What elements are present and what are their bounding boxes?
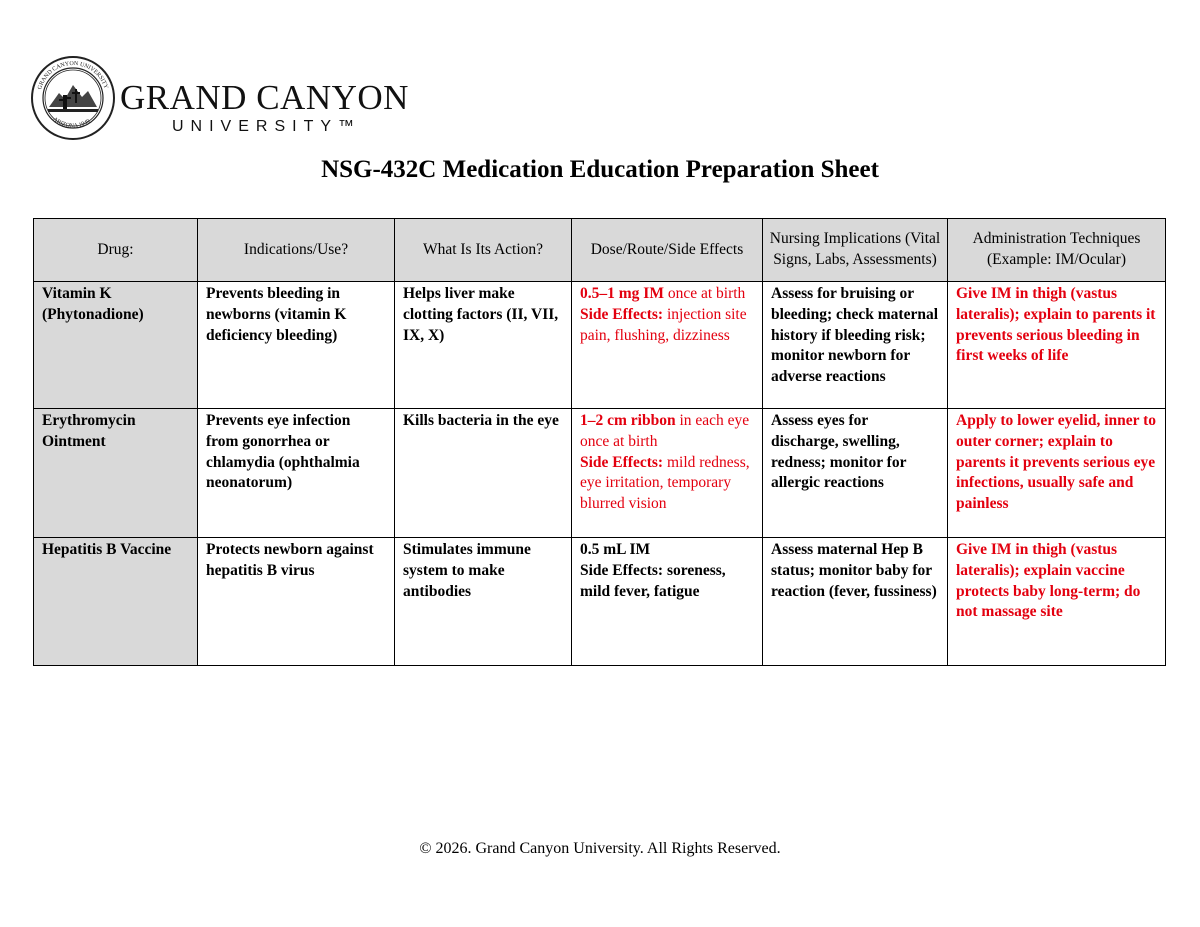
- table-row: [34, 409, 1166, 538]
- header-administration-line2: (Example: IM/Ocular): [986, 251, 1126, 268]
- header-action: What Is Its Action?: [395, 219, 572, 282]
- dose-route: in each eye once at birth: [580, 412, 750, 450]
- cell-nursing: Assess maternal Hep B status; monitor baby for reaction (fever, fussiness): [763, 538, 948, 666]
- cell-indications: Prevents eye infection from gonorrhea or chlamydia (ophthalmia neonatorum): [198, 409, 395, 538]
- logo-wordmark: [120, 79, 409, 137]
- side-effects-label: Side Effects:: [580, 305, 664, 323]
- svg-text:GRAND CANYON UNIVERSITY: GRAND CANYON UNIVERSITY: [37, 60, 109, 91]
- header-indications: Indications/Use?: [198, 219, 395, 282]
- cell-drug: Erythromycin Ointment: [34, 409, 198, 538]
- header-dose: Dose/Route/Side Effects: [572, 219, 763, 282]
- header-drug: Drug:: [34, 219, 198, 282]
- cell-nursing: Assess for bruising or bleeding; check maternal history if bleeding risk; monitor newborn for adverse reactions: [763, 282, 948, 409]
- cell-administration: Give IM in thigh (vastus lateralis); explain vaccine protects baby long-term; do not massage site: [948, 538, 1166, 666]
- logo-line2: UNIVERSITY™: [172, 118, 362, 135]
- cell-action: Helps liver make clotting factors (II, VII, IX, X): [395, 282, 572, 409]
- table-header-row: [34, 219, 1166, 282]
- header-nursing: Nursing Implications (Vital Signs, Labs, Assessments): [763, 219, 948, 282]
- table-row: [34, 282, 1166, 409]
- university-seal-icon: [30, 55, 116, 141]
- cell-drug: Vitamin K (Phytonadione): [34, 282, 198, 409]
- university-logo: [30, 55, 410, 140]
- side-effects-label: Side Effects:: [580, 453, 664, 471]
- cell-action: Stimulates immune system to make antibodies: [395, 538, 572, 666]
- cell-nursing: Assess eyes for discharge, swelling, redness; monitor for allergic reactions: [763, 409, 948, 538]
- dose-route: once at birth: [663, 285, 746, 302]
- header-administration-line1: Administration Techniques: [972, 230, 1141, 248]
- dose-value: 1–2 cm ribbon: [580, 412, 676, 429]
- page-title: NSG-432C Medication Education Preparation Sheet: [321, 156, 879, 183]
- cell-action: Kills bacteria in the eye: [395, 409, 572, 538]
- cell-dose: [572, 538, 763, 666]
- header-administration: [948, 219, 1166, 282]
- cell-administration: Give IM in thigh (vastus lateralis); explain to parents it prevents serious bleeding in first weeks of life: [948, 282, 1166, 409]
- side-effects-text: Side Effects: soreness, mild fever, fatigue: [580, 561, 726, 600]
- cell-administration: Apply to lower eyelid, inner to outer corner; explain to parents it prevents serious eye infections, usually safe and painless: [948, 409, 1166, 538]
- dose-value: 0.5 mL IM: [580, 541, 651, 558]
- dose-value: 0.5–1 mg IM: [580, 285, 664, 302]
- svg-text:ARIZONA 1949: ARIZONA 1949: [51, 116, 92, 130]
- cell-indications: Protects newborn against hepatitis B virus: [198, 538, 395, 666]
- cell-drug: Hepatitis B Vaccine: [34, 538, 198, 666]
- medication-table: [33, 218, 1166, 666]
- side-effects-text: mild redness, eye irritation, temporary blurred vision: [580, 453, 750, 513]
- cell-indications: Prevents bleeding in newborns (vitamin K deficiency bleeding): [198, 282, 395, 409]
- cell-dose: [572, 282, 763, 409]
- table-row: [34, 538, 1166, 666]
- copyright-footer: © 2026. Grand Canyon University. All Rights Reserved.: [419, 840, 781, 857]
- cell-dose: [572, 409, 763, 538]
- side-effects-text: injection site pain, flushing, dizziness: [580, 305, 747, 344]
- logo-line1: GRAND CANYON: [120, 78, 409, 117]
